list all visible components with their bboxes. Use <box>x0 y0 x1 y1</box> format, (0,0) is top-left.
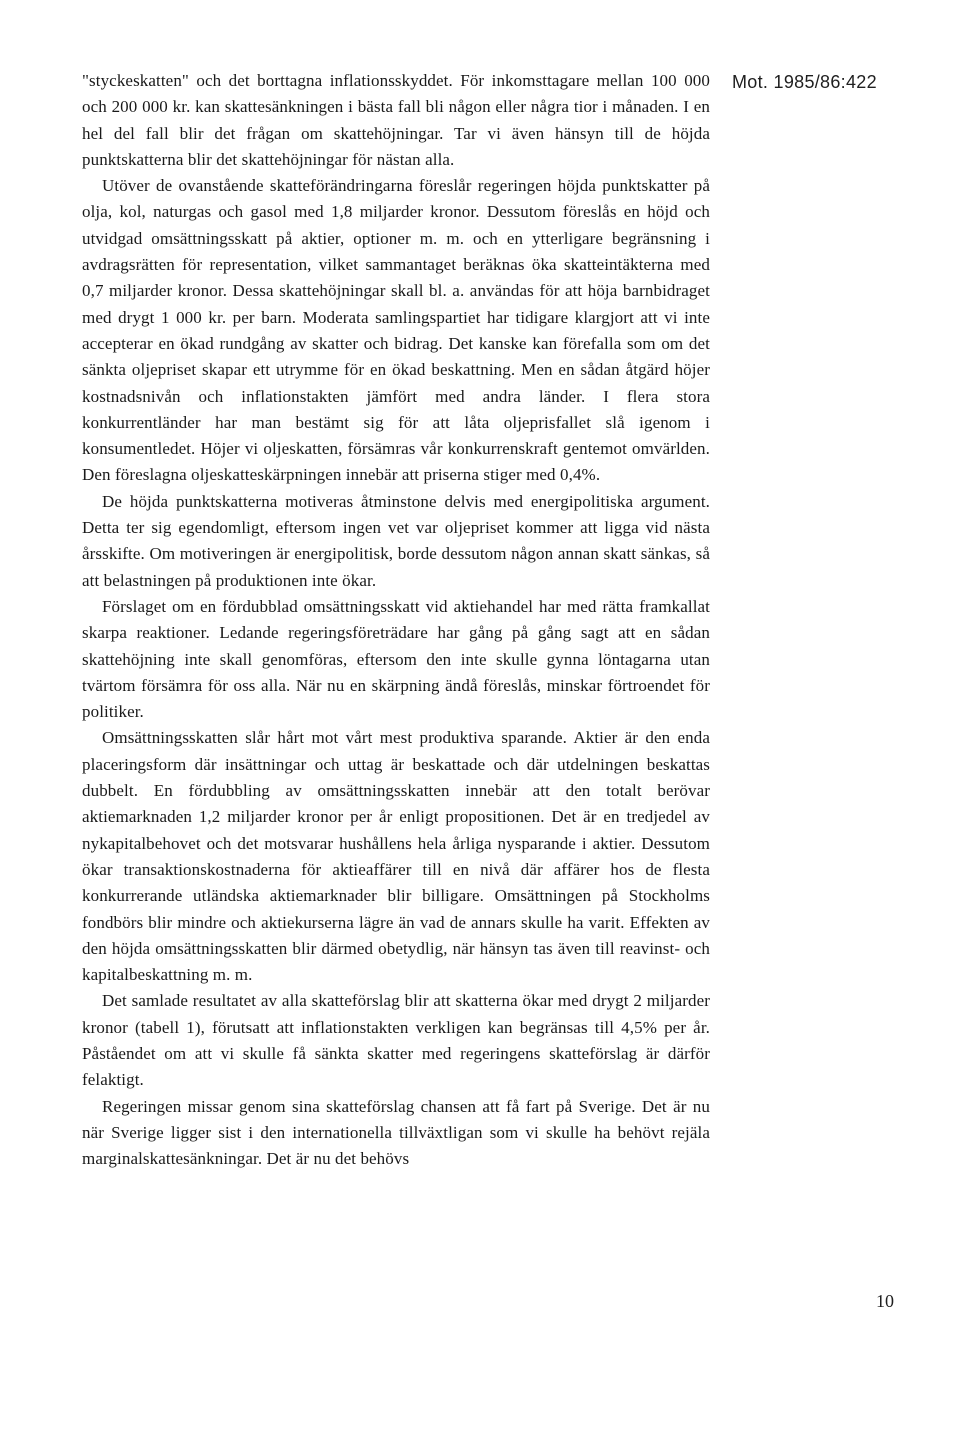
document-reference: Mot. 1985/86:422 <box>732 72 877 92</box>
paragraph-7: Regeringen missar genom sina skatteförslag chansen att få fart på Sverige. Det är nu när Sverige ligger sist i den internationella tillväxtligan som vi skulle ha behövt rejäla marginalskattesänkningar. Det är nu det behövs <box>82 1096 710 1169</box>
paragraph-1: "styckeskatten" och det borttagna inflationsskyddet. För inkomsttagare mellan 100 000 och 200 000 kr. kan skattesänkningen i bästa fall bli någon eller några tior i månaden. I en hel del fall blir det frågan om skattehöjningar. Tar vi även hänsyn till de höjda punktskatterna blir det skattehöjningar för nästan alla. <box>82 71 710 169</box>
page-number: 10 <box>876 1291 894 1311</box>
paragraph-5: Omsättningsskatten slår hårt mot vårt mest produktiva sparande. Aktier är den enda placeringsform där insättningar och uttag är beskattade och där utdelningen beskattas dubbelt. En fördubbling av omsättningsskatten innebär att den totalt berövar aktiemarknaden 1,2 miljarder kronor per år enligt propositionen. Det är en tredjedel av nykapitalbehovet och det motsvarar hushållens hela årliga nysparande i aktier. Dessutom ökar transaktionskostnaderna för aktieaffärer till en nivå där affärer hos de flesta konkurrerande utländska aktiemarknader blir billigare. Omsättningen på Stockholms fondbörs blir mindre och aktiekurserna lägre än vad de annars skulle ha varit. Effekten av den höjda omsättningsskatten blir därmed obetydlig, när hänsyn tas även till reavinst- och kapitalbeskattning m. m. <box>82 728 710 985</box>
paragraph-4: Förslaget om en fördubblad omsättningsskatt vid aktiehandel har med rätta framkallat skarpa reaktioner. Ledande regeringsföreträdare har gång på gång sagt att en sådan skattehöjning inte skall genomföras, eftersom den inte skulle gynna löntagarna utan tvärtom försämra för oss alla. När nu en skärpning ändå föreslås, minskar förtroendet för politiker. <box>82 596 710 722</box>
paragraph-6: Det samlade resultatet av alla skatteförslag blir att skatterna ökar med drygt 2 miljarder kronor (tabell 1), förutsatt att inflationstakten verkligen kan begränsas till 4,5% per år. Påståendet om att vi skulle få sänkta skatter med regeringens skatteförslag är därför felaktigt. <box>82 991 710 1090</box>
paragraph-2: Utöver de ovanstående skatteförändringarna föreslår regeringen höjda punktskatter på olja, kol, naturgas och gasol med 1,8 miljarder kronor. Dessutom föreslås en höjd och utvidgad omsättningsskatt på aktier, optioner m. m. och en ytterligare begränsning i avdragsrätten för representation, vilket sammantaget beräknas öka skatteintäkterna med 0,7 miljarder kronor. Dessa skattehöjningar skall bl. a. användas för att höja barnbidraget med drygt 1 000 kr. per barn. Moderata samlingspartiet har tidigare klargjort att vi inte accepterar en ökad rundgång av skatter och bidrag. Det kanske kan förefalla som om det sänkta oljepriset skapar ett utrymme för en ökad beskattning. Men en sådan åtgärd höjer kostnadsnivån och inflationstakten jämfört med andra länder. I flera stora konkurrentländer har man bestämt sig för att låta oljeprisfallet slå igenom i konsumentledet. Höjer vi oljeskatten, försämras vår konkurrenskraft gentemot omvärlden. Den föreslagna oljeskatteskärpningen innebär att priserna stiger med 0,4%. <box>82 176 710 485</box>
paragraph-3: De höjda punktskatterna motiveras åtminstone delvis med energipolitiska argument. Detta ter sig egendomligt, eftersom ingen vet var oljepriset kommer att ligga vid nästa årsskifte. Om motiveringen är energipolitisk, borde dessutom någon annan skatt sänkas, så att belastningen på produktionen inte ökar. <box>82 491 710 590</box>
body-text <box>82 68 710 1172</box>
